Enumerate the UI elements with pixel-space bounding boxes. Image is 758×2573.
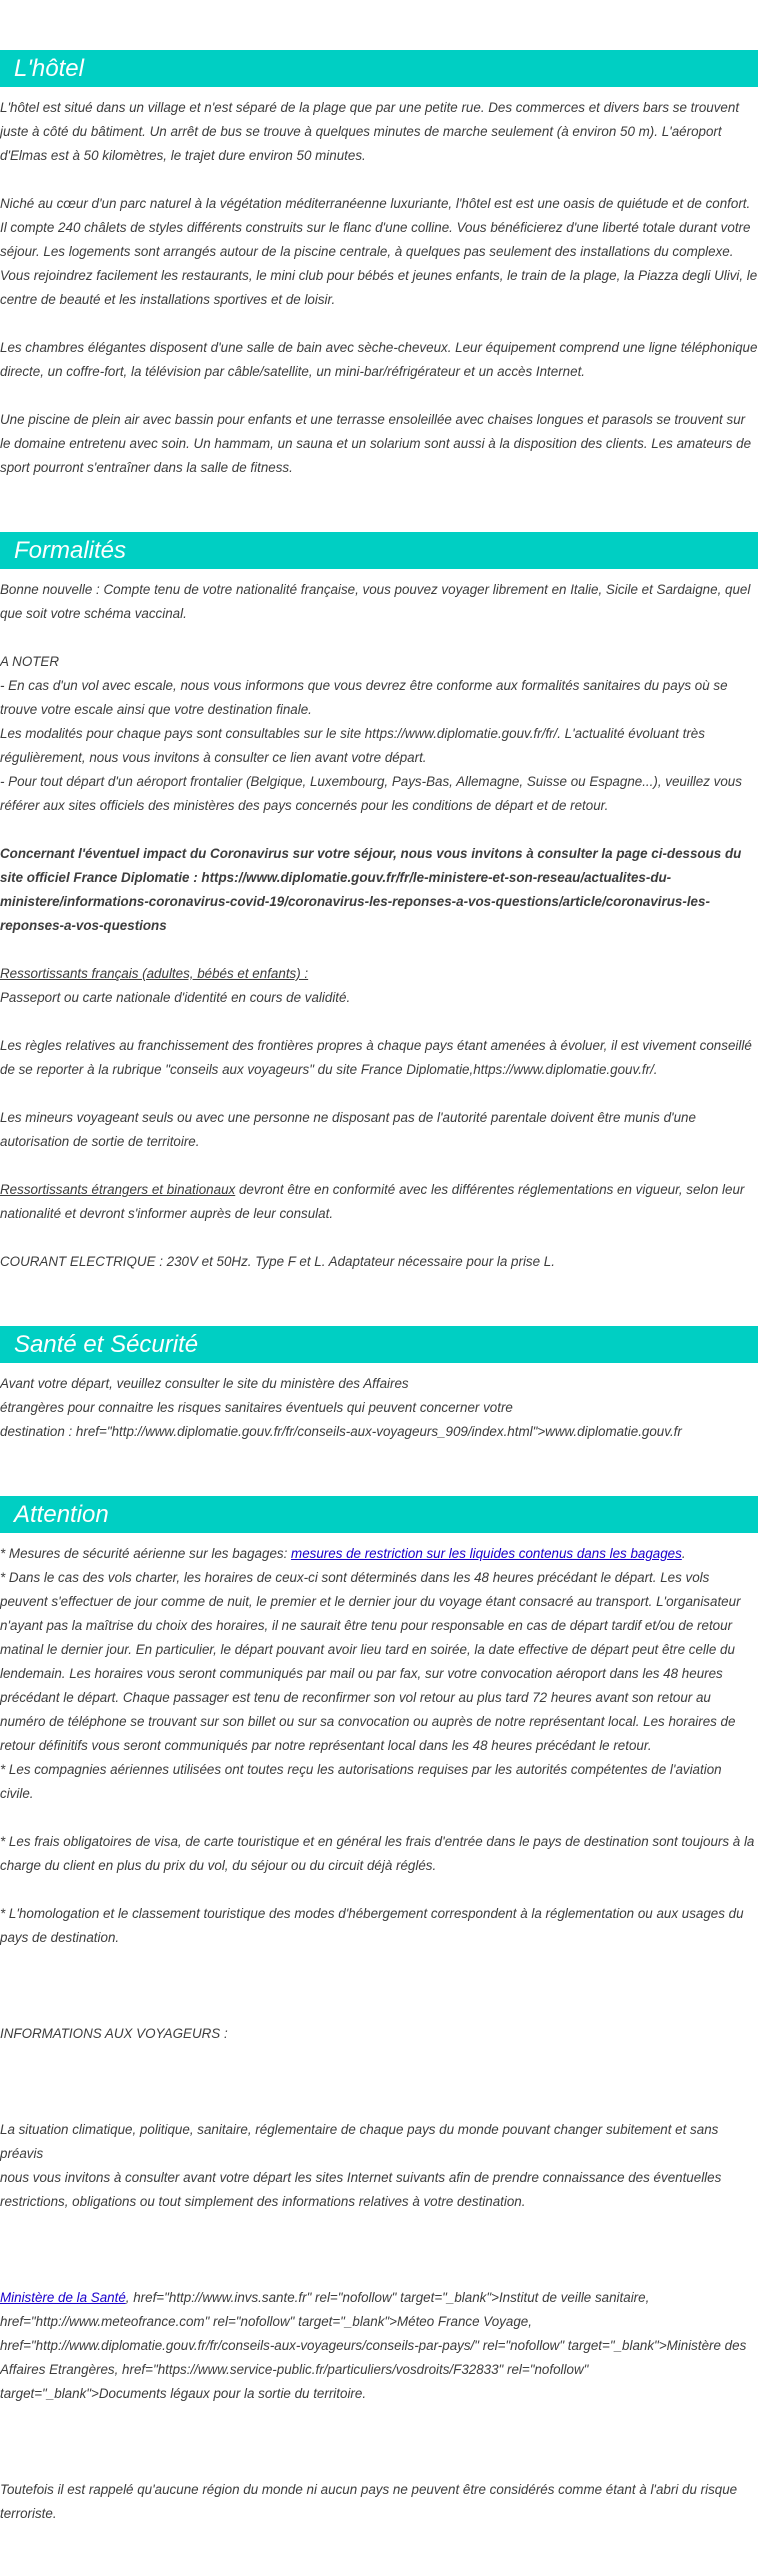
section-sante: [0, 1326, 758, 1444]
formalites-mineurs: Les mineurs voyageant seuls ou avec une personne ne disposant pas de l'autorité parentale doivent être munis d'une autorisation de sortie de territoire.: [0, 1110, 696, 1149]
section-hotel: [0, 50, 758, 480]
formalites-covid: Concernant l'éventuel impact du Coronavirus sur votre séjour, nous vous invitons à consulter la page ci-dessous du site officiel France Diplomatie : https://www.diplomatie.gouv.fr/fr/le-ministere-et-son-reseau/actualites-du-ministere/informations-coronavirus-covid-19/coronavirus-les-reponses-a-vos-questions/article/coronavirus-les-reponses-a-vos-questions: [0, 846, 742, 933]
hotel-body: [0, 96, 758, 480]
section-title-attention: Attention: [0, 1496, 758, 1533]
formalites-good-news: Bonne nouvelle : Compte tenu de votre nationalité française, vous pouvez voyager librement en Italie, Sicile et Sardaigne, quel que soit votre schéma vaccinal.: [0, 582, 751, 621]
section-title-sante: Santé et Sécurité: [0, 1326, 758, 1363]
attention-links: [0, 2286, 758, 2406]
formalites-body: [0, 578, 758, 1274]
attention-frais: * Les frais obligatoires de visa, de carte touristique et en général les frais d'entrée dans le pays de destination sont toujours à la charge du client en plus du prix du vol, du séjour ou du circuit déjà réglés.: [0, 1834, 755, 1873]
attention-securite-prefix: * Mesures de sécurité aérienne sur les bagages:: [0, 1546, 292, 1561]
section-attention: [0, 1496, 758, 2526]
formalites-ressortissants-etr-title: Ressortissants étrangers et binationaux: [0, 1182, 236, 1197]
attention-links-rest: , href="http://www.invs.sante.fr" rel="nofollow" target="_blank">Institut de veille sanitaire, href="http://www.meteofrance.com" rel="nofollow" target="_blank">Méteo France Voyage, href="http://www.diplomatie.gouv.fr/fr/conseils-aux-voyageurs/conseils-par-pays/" rel="nofollow" target="_blank">Ministère des Affaires Etrangères, href="https://www.service-public.fr/particuliers/vosdroits/F32833" rel="nofollow" target="_blank">Documents légaux pour la sortie du territoire.: [0, 2290, 747, 2401]
formalites-noter-escale: - En cas d'un vol avec escale, nous vous informons que vous devrez être conforme aux formalités sanitaires du pays où se trouve votre escale ainsi que votre destination finale.: [0, 678, 728, 717]
hotel-paragraph-pool: Une piscine de plein air avec bassin pour enfants et une terrasse ensoleillée avec chaises longues et parasols se trouvent sur le domaine entretenu avec soin. Un hammam, un sauna et un solarium sont aussi à la disposition des clients. Les amateurs de sport pourront s'entraîner dans la salle de fitness.: [0, 412, 752, 475]
formalites-ressortissants-fr-text: Passeport ou carte nationale d'identité en cours de validité.: [0, 990, 351, 1005]
attention-situation-1: La situation climatique, politique, sanitaire, réglementaire de chaque pays du monde pouvant changer subitement et sans préavis: [0, 2122, 719, 2161]
formalites-noter-frontalier: - Pour tout départ d'un aéroport frontalier (Belgique, Luxembourg, Pays-Bas, Allemagne, Suisse ou Espagne...), veuillez vous référer aux sites officiels des ministères des pays concernés pour les conditions de départ et de retour.: [0, 774, 742, 813]
attention-compagnies: * Les compagnies aériennes utilisées ont toutes reçu les autorisations requises par les autorités compétentes de l'aviation civile.: [0, 1762, 722, 1801]
attention-infos-title: INFORMATIONS AUX VOYAGEURS :: [0, 2026, 228, 2041]
sante-line-1: Avant votre départ, veuillez consulter le site du ministère des Affaires: [0, 1376, 409, 1391]
sante-line-3: destination : href="http://www.diplomatie.gouv.fr/fr/conseils-aux-voyageurs_909/index.html">www.diplomatie.gouv.fr: [0, 1424, 682, 1439]
section-title-hotel: L'hôtel: [0, 50, 758, 87]
attention-charter: * Dans le cas des vols charter, les horaires de ceux-ci sont déterminés dans les 48 heures précédant le départ. Les vols peuvent s'effectuer de jour comme de nuit, le premier et le dernier jour du voyage étant consacré au transport. L'organisateur n'ayant pas la maîtrise du choix des horaires, il ne saurait être tenu pour responsable en cas de départ tardif et/ou de retour matinal le dernier jour. En particulier, le départ pouvant avoir lieu tard en soirée, la date effective de départ peut être celle du lendemain. Les horaires vous seront communiqués par mail ou par fax, sur votre convocation aéroport dans les 48 heures précédant le départ. Chaque passager est tenu de reconfirmer son vol retour au plus tard 72 heures avant son retour au numéro de téléphone se trouvant sur son billet ou sur sa convocation ou auprès de notre représentant local. Les horaires de retour définitifs vous seront communiqués par notre représentant local dans les 48 heures précédant le retour.: [0, 1570, 741, 1753]
section-title-formalites: Formalités: [0, 532, 758, 569]
hotel-paragraph-park: Niché au cœur d'un parc naturel à la végétation méditerranéenne luxuriante, l'hôtel est est une oasis de quiétude et de confort. Il compte 240 châlets de styles différents construits sur le flanc d'une colline. Vous bénéficierez d'une liberté totale durant votre séjour. Les logements sont arrangés autour de la piscine centrale, à quelques pas seulement des installations du complexe. Vous rejoindrez facilement les restaurants, le mini club pour bébés et jeunes enfants, le train de la plage, la Piazza degli Ulivi, le centre de beauté et les installations sportives et de loisir.: [0, 196, 758, 307]
attention-situation-2: nous vous invitons à consulter avant votre départ les sites Internet suivants afin de prendre connaissance des éventuelles restrictions, obligations ou tout simplement des informations relatives à votre destination.: [0, 2170, 722, 2209]
formalites-noter-modalites: Les modalités pour chaque pays sont consultables sur le site https://www.diplomatie.gouv.fr/fr/. L'actualité évoluant très régulièrement, nous vous invitons à consulter ce lien avant votre départ.: [0, 726, 705, 765]
ministere-sante-link[interactable]: Ministère de la Santé: [0, 2290, 126, 2305]
formalites-courant: COURANT ELECTRIQUE : 230V et 50Hz. Type F et L. Adaptateur nécessaire pour la prise L.: [0, 1254, 555, 1269]
formalites-regles: Les règles relatives au franchissement des frontières propres à chaque pays étant amenées à évoluer, il est vivement conseillé de se reporter à la rubrique "conseils aux voyageurs" du site France Diplomatie,https://www.diplomatie.gouv.fr/.: [0, 1038, 752, 1077]
attention-terrorisme: Toutefois il est rappelé qu'aucune région du monde ni aucun pays ne peuvent être considérés comme étant à l'abri du risque terroriste.: [0, 2482, 738, 2521]
top-spacer: [0, 0, 758, 50]
formalites-ressortissants-etr-text: devront être en conformité avec les différentes réglementations en vigueur, selon leur nationalité et devront s'informer auprès de leur consulat.: [0, 1182, 745, 1221]
attention-homologation: * L'homologation et le classement touristique des modes d'hébergement correspondent à la réglementation ou aux usages du pays de destination.: [0, 1906, 744, 1945]
formalites-ressortissants-fr-title: Ressortissants français (adultes, bébés et enfants) :: [0, 966, 309, 981]
attention-securite-suffix: .: [681, 1546, 686, 1561]
formalites-noter-title: A NOTER: [0, 654, 60, 669]
hotel-paragraph-location: L'hôtel est situé dans un village et n'est séparé de la plage que par une petite rue. Des commerces et divers bars se trouvent juste à côté du bâtiment. Un arrêt de bus se trouve à quelques minutes de marche seulement (à environ 50 m). L'aéroport d'Elmas est à 50 kilomètres, le trajet dure environ 50 minutes.: [0, 100, 740, 163]
attention-securite: [0, 1542, 758, 1566]
sante-body: [0, 1372, 758, 1444]
liquids-restriction-link[interactable]: mesures de restriction sur les liquides contenus dans les bagages: [291, 1546, 682, 1561]
section-formalites: [0, 532, 758, 1274]
attention-body: [0, 1542, 758, 2526]
sante-line-2: étrangères pour connaitre les risques sanitaires éventuels qui peuvent concerner votre: [0, 1400, 513, 1415]
hotel-paragraph-rooms: Les chambres élégantes disposent d'une salle de bain avec sèche-cheveux. Leur équipement comprend une ligne téléphonique directe, un coffre-fort, la télévision par câble/satellite, un mini-bar/réfrigérateur et un accès Internet.: [0, 340, 758, 379]
formalites-ressortissants-etr: [0, 1178, 758, 1226]
